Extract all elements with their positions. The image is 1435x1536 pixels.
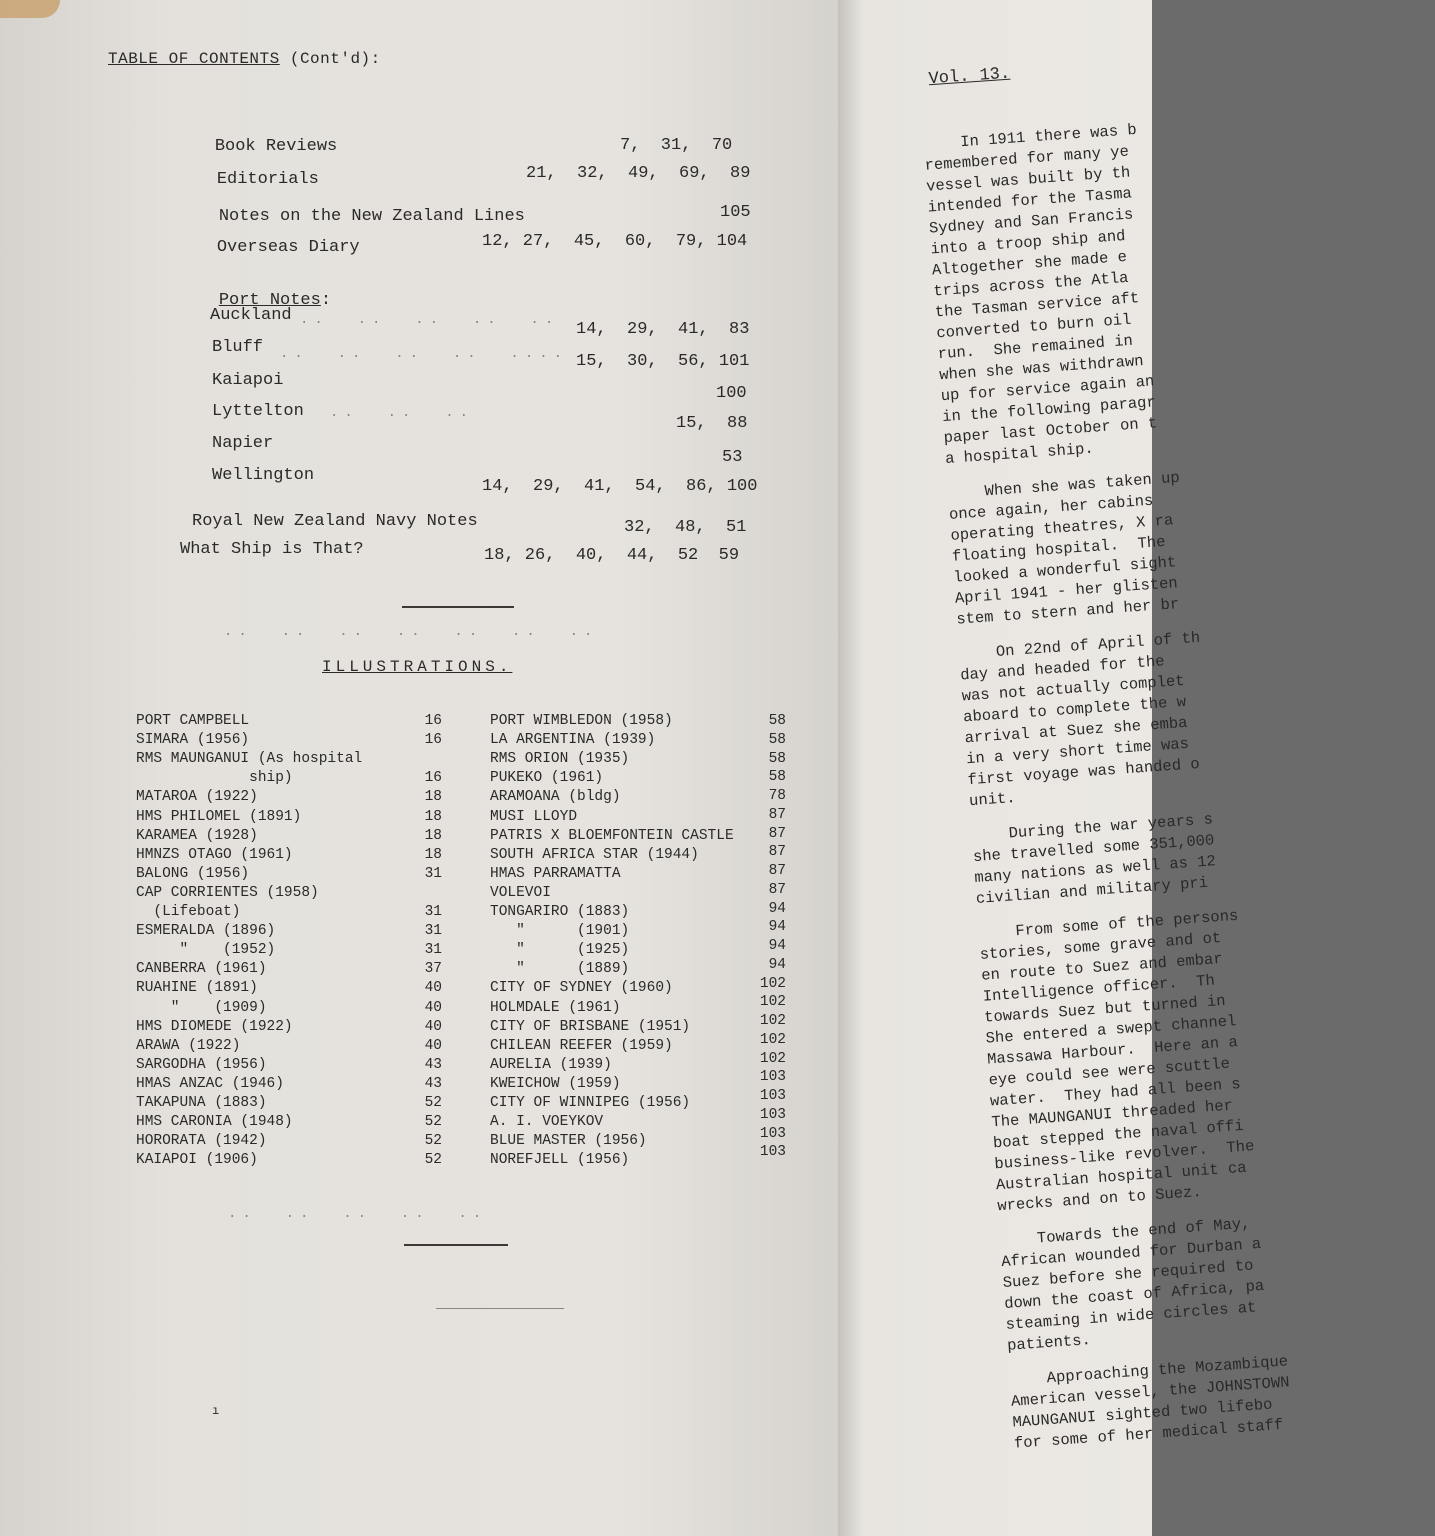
illustration-entry-page: 40 [424,980,442,997]
illustration-entry-name: MATAROA (1922) [136,789,258,806]
illustration-entry-page: 58 [768,713,786,729]
port-auckland: Auckland [210,306,292,325]
illustration-entry-name: A. I. VOEYKOV [490,1114,604,1131]
illustration-entry-name: HMNZS OTAGO (1961) [136,846,293,863]
article-paragraph: In 1911 there was b remembered for many ye vessel was built by th intended for the Tasma Sydney and San Francis into a troop ship and Altogether she made e trips across the Atla the Tasman service aft converted to burn oil run. She remained in when she was withdrawn up for service again an in the following paragr paper last October on t a hospital ship. [922,120,1158,469]
illustration-entry-page: 31 [424,923,442,940]
paper-stain [0,0,60,18]
toc-entry-pages: 12, 27, 45, 60, 79, 104 [482,232,748,251]
illustration-entry-name: SOUTH AFRICA STAR (1944) [490,846,699,863]
illustration-entry-page: 102 [759,1050,786,1067]
illustration-entry-page: 102 [759,1031,786,1048]
toc-entry-what-ship: What Ship is That? [180,540,364,559]
toc-entry-label: Notes on the New Zealand Lines [218,207,525,226]
illustration-entry-name: BALONG (1956) [136,865,250,882]
illustration-entry-name: TONGARIRO (1883) [490,904,630,920]
toc-entry-pages: 105 [720,203,751,222]
illustration-entry-page: 103 [759,1125,786,1142]
illustration-entry-name: MUSI LLOYD [490,808,578,825]
divider-rule [404,1244,508,1246]
leader-dots: .. .. .. .. .. [300,312,560,328]
illustration-entry-name: KWEICHOW (1959) [490,1075,621,1092]
illustration-entry-page: 103 [759,1069,786,1086]
illustration-entry-page: 94 [768,938,786,954]
illustration-entry-name: CAP CORRIENTES (1958) [136,884,319,901]
illustration-entry-name: KARAMEA (1928) [136,827,258,844]
toc-entry-navy-notes: Royal New Zealand Navy Notes [192,512,478,531]
illustration-entry-page: 94 [768,900,786,917]
article-paragraph: Towards the end of May, African wounded for Durban a Suez before she required to down the coast of Africa, pa steaming in wide circles at patients. [999,1214,1265,1355]
toc-entry-label: Editorials [216,170,319,189]
illustration-entry-page: 31 [424,942,442,959]
illustration-entry-name: CHILEAN REEFER (1959) [490,1037,673,1054]
illustration-entry-name: " (1889) [490,961,630,978]
article-paragraph: From some of the persons stories, some grave and ot en route to Suez and embar Intelligence officer. Th towards Suez but turned in She entered a swept channel Massawa Harbour. Here an a eye could see were scuttle water. They had all been s The MAUNGANUI threaded her boat stepped the naval offi business-like revolver. The Australian hospital unit ca wrecks and on to Suez. [977,906,1255,1216]
illustration-entry-page: 43 [424,1075,442,1092]
illustration-entry-page: 58 [768,750,786,767]
article-paragraph: Approaching the Mozambique American vessel, the JOHNSTOWN MAUNGANUI sighted two lifebo for some of her medical staff [1009,1352,1291,1453]
illustration-entry-page: 103 [759,1088,786,1104]
illustration-entry-name: CITY OF SYDNEY (1960) [490,980,673,997]
illustration-entry-page: 52 [424,1133,442,1150]
leader-dots: .. .. .. [330,405,475,421]
toc-entry-overseas-diary [176,219,360,276]
illustration-entry-page: 58 [768,731,786,748]
illustration-entry-name: HMAS ANZAC (1946) [136,1075,284,1092]
illustration-entry-name: KAIAPOI (1906) [136,1152,258,1169]
illustration-entry-page: 31 [424,865,442,882]
illustration-entry-page: 52 [424,1114,442,1131]
port-lyttelton: Lyttelton [212,402,304,421]
toc-heading-underlined: TABLE OF CONTENTS [108,50,280,68]
port-wellington: Wellington [212,466,315,485]
illustration-entry-name: NOREFJELL (1956) [490,1152,630,1169]
divider-rule [436,1308,564,1309]
illustration-entry-name: HORORATA (1942) [136,1133,267,1150]
illustration-entry-name: RMS ORION (1935) [490,751,630,768]
illustration-entry-name: HMAS PARRAMATTA [490,865,621,882]
illustration-entry-page: 87 [768,863,786,879]
illustration-entry-page: 37 [424,961,442,978]
illustration-entry-name: CANBERRA (1961) [136,961,267,978]
article-paragraph: During the war years s she travelled some 351,000 many nations as well as 12 civilian and military pri [970,810,1217,908]
illustration-entry-page: 18 [424,846,442,863]
illustration-entry-name: HOLMDALE (1961) [490,999,621,1016]
illustration-entry-name: (Lifeboat) [136,904,241,920]
illustration-entry-name: LA ARGENTINA (1939) [490,732,656,749]
illustration-entry-name: PORT CAMPBELL [136,713,250,729]
illustration-entry-page: 102 [759,1013,786,1029]
toc-entry-label: Book Reviews [214,137,338,156]
right-page [838,0,1291,1536]
toc-entry-pages: 21, 32, 49, 69, 89 [526,164,751,183]
leader-dots: .. .. .. .. .. [228,1206,488,1222]
illustration-entry-name: ship) [136,770,293,787]
illustration-entry-name: ESMERALDA (1896) [136,923,276,940]
article-body [918,41,1435,1469]
illustration-entry-page: 40 [424,999,442,1016]
illustration-entry-name: HMS PHILOMEL (1891) [136,808,302,825]
toc-entry-pages: 18, 26, 40, 44, 52 59 [484,546,740,565]
leader-dots: .. .. .. .. .... [280,346,569,362]
illustration-entry-page: 78 [768,788,786,804]
illustration-entry-page: 58 [768,769,786,786]
illustration-entry-page: 16 [424,770,442,787]
illustration-entry-page: 52 [424,1152,442,1169]
toc-heading-rest: (Cont'd): [279,50,381,68]
illustration-entry-page: 18 [424,827,442,844]
article-paragraph: On 22nd of April of th day and headed for the was not actually complet aboard to complete the w arrival at Suez she emba in a very short time was first voyage was handed o unit. [958,628,1201,811]
port-pages: 14, 29, 41, 83 [576,320,750,339]
illustration-entry-name: RMS MAUNGANUI (As hospital [136,751,363,768]
illustration-entry-name: SARGODHA (1956) [136,1056,267,1073]
illustration-entry-name: VOLEVOI [490,884,551,901]
volume-label: Vol. 13. [928,64,1011,90]
toc-entry-pages: 7, 31, 70 [620,136,733,155]
illustration-entry-page: 103 [759,1106,786,1123]
illustration-entry-name: HMS DIOMEDE (1922) [136,1018,293,1035]
illustration-entry-name: TAKAPUNA (1883) [136,1095,267,1111]
illustration-entry-page: 87 [768,825,786,842]
illustration-entry-name: " (1901) [490,923,630,940]
illustration-entry-name: HMS CARONIA (1948) [136,1114,293,1131]
port-pages: 53 [722,448,743,467]
illustration-entry-name: CITY OF WINNIPEG (1956) [490,1095,691,1111]
illustration-entry-page: 94 [768,956,786,973]
illustration-entry-page: 40 [424,1018,442,1035]
illustration-entry-name: ARAWA (1922) [136,1037,241,1054]
illustration-entry-page: 102 [759,975,786,992]
illustration-entry-page: 43 [424,1056,442,1073]
illustration-entry-name: " (1952) [136,942,276,959]
illustration-entry-name: ARAMOANA (bldg) [490,789,621,806]
illustration-entry-name: BLUE MASTER (1956) [490,1133,647,1150]
port-bluff: Bluff [212,338,264,357]
port-notes-heading: Port Notes: [218,291,332,310]
divider-rule [402,606,514,608]
article-paragraph: When she was taken up once again, her cabins operating theatres, X ra floating hospital. The looked a wonderful sight April 1941 - her glisten stem to stern and her br [947,468,1181,629]
illustration-entry-name: RUAHINE (1891) [136,980,258,997]
illustration-entry-name: " (1909) [136,999,267,1016]
illustration-entry-page: 103 [759,1144,786,1161]
illustration-entry-name: SIMARA (1956) [136,732,250,749]
illustration-entry-page: 18 [424,789,442,806]
margin-mark: ı [212,1404,220,1418]
illustration-entry-name: " (1925) [490,942,630,959]
illustrations-title: ILLUSTRATIONS. [322,658,513,676]
illustration-entry-page: 31 [424,904,442,920]
illustration-entry-page: 16 [424,732,442,749]
illustration-entry-name: AURELIA (1939) [490,1056,612,1073]
illustration-entry-page: 16 [424,713,442,729]
leader-dots: .. .. .. .. .. .. .. [224,624,599,640]
illustration-entry-page: 52 [424,1095,442,1111]
illustration-entry-name: PUKEKO (1961) [490,770,604,787]
article-paragraphs [923,106,1434,1455]
port-napier: Napier [212,434,274,453]
illustration-entry-page: 87 [768,881,786,898]
illustration-entry-page: 40 [424,1037,442,1054]
illustration-entry-name: CITY OF BRISBANE (1951) [490,1018,691,1035]
illustration-entry-page: 102 [759,994,786,1011]
illustration-entry-name: PORT WIMBLEDON (1958) [490,713,673,729]
illustration-entry-page: 87 [768,806,786,823]
port-pages: 15, 88 [676,414,748,433]
toc-entry-label: Overseas Diary [216,238,360,257]
illustration-entry-page: 94 [768,919,786,936]
port-pages: 14, 29, 41, 54, 86, 100 [482,477,758,496]
port-kaiapoi: Kaiapoi [212,371,284,390]
illustration-entry-page: 18 [424,808,442,825]
illustration-entry-name: PATRIS X BLOEMFONTEIN CASTLE [490,827,734,844]
toc-entry-pages: 32, 48, 51 [624,518,747,537]
port-pages: 100 [716,384,747,403]
toc-heading [108,50,381,68]
illustration-entry-page: 87 [768,844,786,861]
port-pages: 15, 30, 56, 101 [576,352,750,371]
